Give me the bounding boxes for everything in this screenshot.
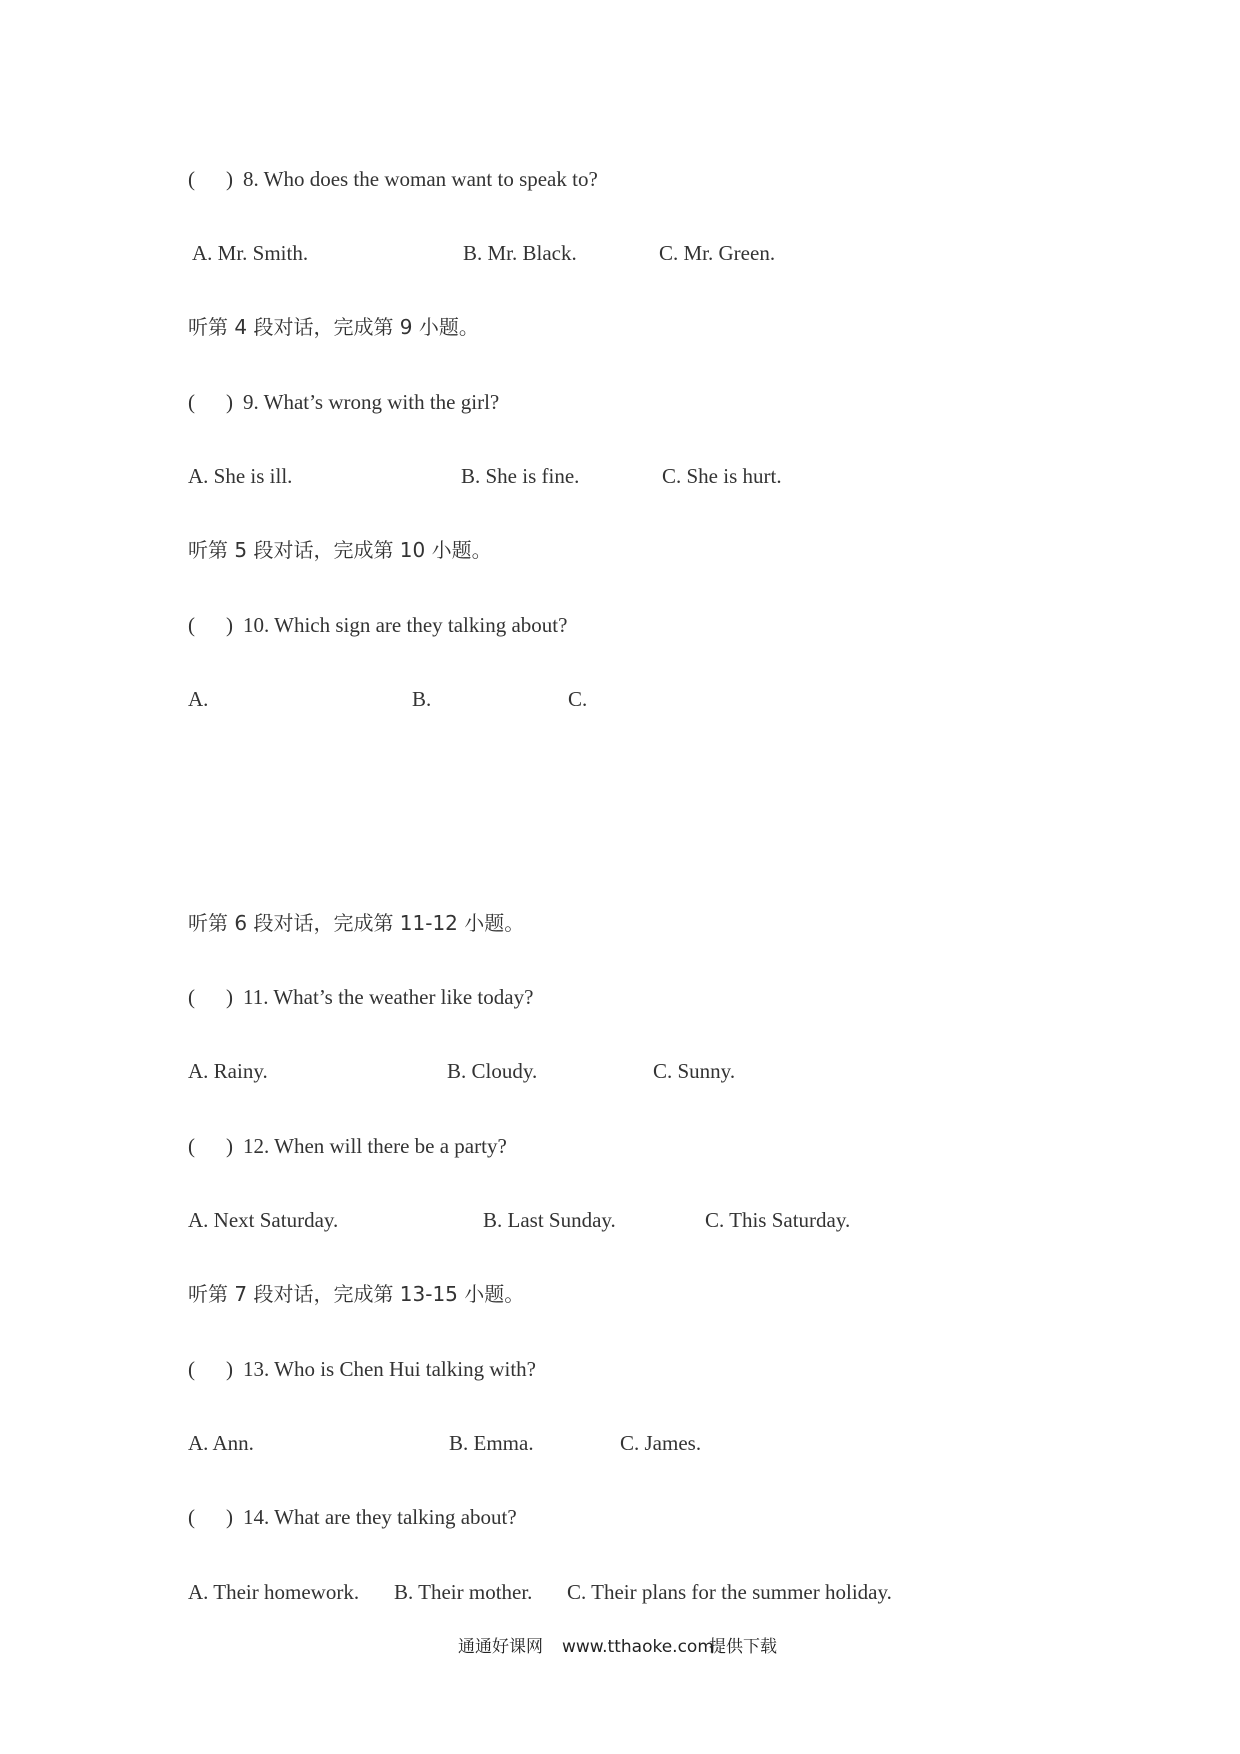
option-a: A. Their homework. [188, 1580, 360, 1604]
answer-paren-open: ( [188, 167, 195, 191]
question-13-options [0, 1428, 1240, 1468]
question-12-text: 12. When will there be a party? [243, 1134, 507, 1158]
section-7-text: 听第 7 段对话，完成第 13-15 小题。 [188, 1282, 525, 1306]
question-11 [0, 982, 1240, 1022]
answer-paren-close: ) [226, 613, 233, 637]
option-b: B. Their mother. [394, 1580, 533, 1604]
question-12-options [0, 1205, 1240, 1245]
question-8-text: 8. Who does the woman want to speak to? [243, 167, 598, 191]
option-a: A. Rainy. [188, 1059, 268, 1083]
question-8 [0, 164, 1240, 204]
option-c: C. This Saturday. [705, 1208, 851, 1232]
section-5-instruction [0, 535, 1240, 575]
question-9-text: 9. What’s wrong with the girl? [243, 390, 500, 414]
answer-paren-close: ) [226, 1505, 233, 1529]
option-b: B. Mr. Black. [463, 241, 577, 265]
question-9-options [0, 461, 1240, 501]
section-7-instruction [0, 1279, 1240, 1319]
question-11-options [0, 1056, 1240, 1096]
option-c: C. James. [620, 1431, 702, 1455]
section-4-instruction [0, 312, 1240, 352]
section-6-text: 听第 6 段对话，完成第 11-12 小题。 [188, 911, 525, 935]
answer-paren-open: ( [188, 613, 195, 637]
page-footer [0, 1632, 1240, 1662]
answer-paren-close: ) [226, 1357, 233, 1381]
option-c: C. Mr. Green. [659, 241, 776, 265]
option-c: C. Their plans for the summer holiday. [567, 1580, 892, 1604]
question-9 [0, 387, 1240, 427]
answer-paren-open: ( [188, 985, 195, 1009]
question-14 [0, 1502, 1240, 1542]
option-c: C. Sunny. [653, 1059, 736, 1083]
answer-paren-open: ( [188, 1357, 195, 1381]
question-12 [0, 1131, 1240, 1171]
question-14-text: 14. What are they talking about? [243, 1505, 517, 1529]
question-13-text: 13. Who is Chen Hui talking with? [243, 1357, 537, 1381]
answer-paren-close: ) [226, 167, 233, 191]
answer-paren-open: ( [188, 390, 195, 414]
option-b: B. She is fine. [461, 464, 580, 488]
section-5-text: 听第 5 段对话，完成第 10 小题。 [188, 538, 492, 562]
option-a: A. Next Saturday. [188, 1208, 339, 1232]
option-b: B. Emma. [449, 1431, 534, 1455]
footer-url: www.tthaoke.com [562, 1637, 714, 1657]
answer-paren-close: ) [226, 1134, 233, 1158]
option-c: C. She is hurt. [662, 464, 782, 488]
option-b: B. Cloudy. [447, 1059, 538, 1083]
answer-paren-close: ) [226, 390, 233, 414]
option-a: A. Mr. Smith. [192, 241, 309, 265]
question-10-text: 10. Which sign are they talking about? [243, 613, 568, 637]
option-a: A. She is ill. [188, 464, 293, 488]
answer-paren-open: ( [188, 1134, 195, 1158]
question-10 [0, 610, 1240, 650]
question-8-options [0, 238, 1240, 278]
option-a: A. Ann. [188, 1431, 254, 1455]
question-10-options [0, 684, 1240, 724]
question-13 [0, 1354, 1240, 1394]
footer-site-name: 通通好课网 [458, 1637, 543, 1657]
option-c: C. [568, 687, 588, 711]
option-b: B. [412, 687, 432, 711]
answer-paren-open: ( [188, 1505, 195, 1529]
footer-suffix: 提供下载 [709, 1637, 777, 1657]
option-b: B. Last Sunday. [483, 1208, 616, 1232]
section-6-instruction [0, 908, 1240, 948]
question-11-text: 11. What’s the weather like today? [243, 985, 534, 1009]
option-a: A. [188, 687, 209, 711]
section-4-text: 听第 4 段对话，完成第 9 小题。 [188, 315, 479, 339]
answer-paren-close: ) [226, 985, 233, 1009]
question-14-options [0, 1577, 1240, 1617]
